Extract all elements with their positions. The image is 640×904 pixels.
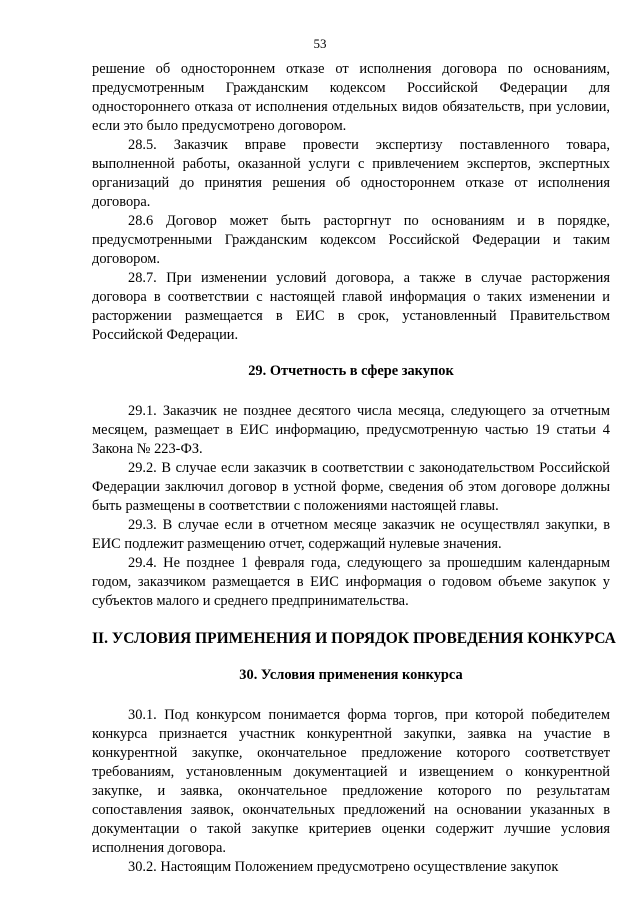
paragraph-28-continued: решение об одностороннем отказе от исполнения договора по основаниям, предусмотренным Гражданским кодексом Российской Федерации для одностороннего отказа от исполнения отдельных видов обязательств, при условии, если это было предусмотрено договором. xyxy=(92,61,610,134)
paragraph-29-3: 29.3. В случае если в отчетном месяце заказчик не осуществлял закупки, в ЕИС подлежит размещению отчет, содержащий нулевые значения. xyxy=(92,517,610,552)
paragraph-28-7: 28.7. При изменении условий договора, а также в случае расторжения договора в соответствии с настоящей главой информация о таких изменении и расторжении размещается в ЕИС в срок, установленный Правительством Российской Федерации. xyxy=(92,270,610,343)
page-content xyxy=(92,60,616,877)
section-29-heading: 29. Отчетность в сфере закупок xyxy=(248,363,454,379)
paragraph-30-2: 30.2. Настоящим Положением предусмотрено осуществление закупок xyxy=(128,859,559,875)
paragraph-30-1: 30.1. Под конкурсом понимается форма торгов, при которой победителем конкурса признается участник конкурентной закупки, заявка на участие в конкурентной закупке, окончательное предложение которого соответствует требованиям, установленным документацией и извещением о конкурентной закупке, и заявка, окончательное предложение которого по результатам сопоставления заявок, окончательных предложений на основании указанных в документации о такой закупке критериев оценки содержит лучшие условия исполнения договора. xyxy=(92,707,610,856)
paragraph-29-4: 29.4. Не позднее 1 февраля года, следующего за прошедшим календарным годом, заказчиком размещается в ЕИС информация о годовом объеме закупок у субъектов малого и среднего предпринимательства. xyxy=(92,555,610,609)
paragraph-29-2: 29.2. В случае если заказчик в соответствии с законодательством Российской Федерации заключил договор в устной форме, сведения об этом договоре должны быть размещены в соответствии с положениями настоящей главы. xyxy=(92,460,610,514)
part-2-heading: II. УСЛОВИЯ ПРИМЕНЕНИЯ И ПОРЯДОК ПРОВЕДЕНИЯ КОНКУРСА xyxy=(92,630,616,647)
section-30-heading: 30. Условия применения конкурса xyxy=(239,667,463,683)
page-number: 53 xyxy=(313,36,327,51)
paragraph-29-1: 29.1. Заказчик не позднее десятого числа месяца, следующего за отчетным месяцем, размещает в ЕИС информацию, предусмотренную частью 19 статьи 4 Закона № 223-ФЗ. xyxy=(92,403,610,457)
paragraph-28-6: 28.6 Договор может быть расторгнут по основаниям и в порядке, предусмотренными Гражданским кодексом Российской Федерации и таким договором. xyxy=(92,213,610,267)
paragraph-28-5: 28.5. Заказчик вправе провести экспертизу поставленного товара, выполненной работы, оказанной услуги с привлечением экспертов, экспертных организаций до принятия решения об одностороннем отказе от исполнения договора. xyxy=(92,137,610,210)
